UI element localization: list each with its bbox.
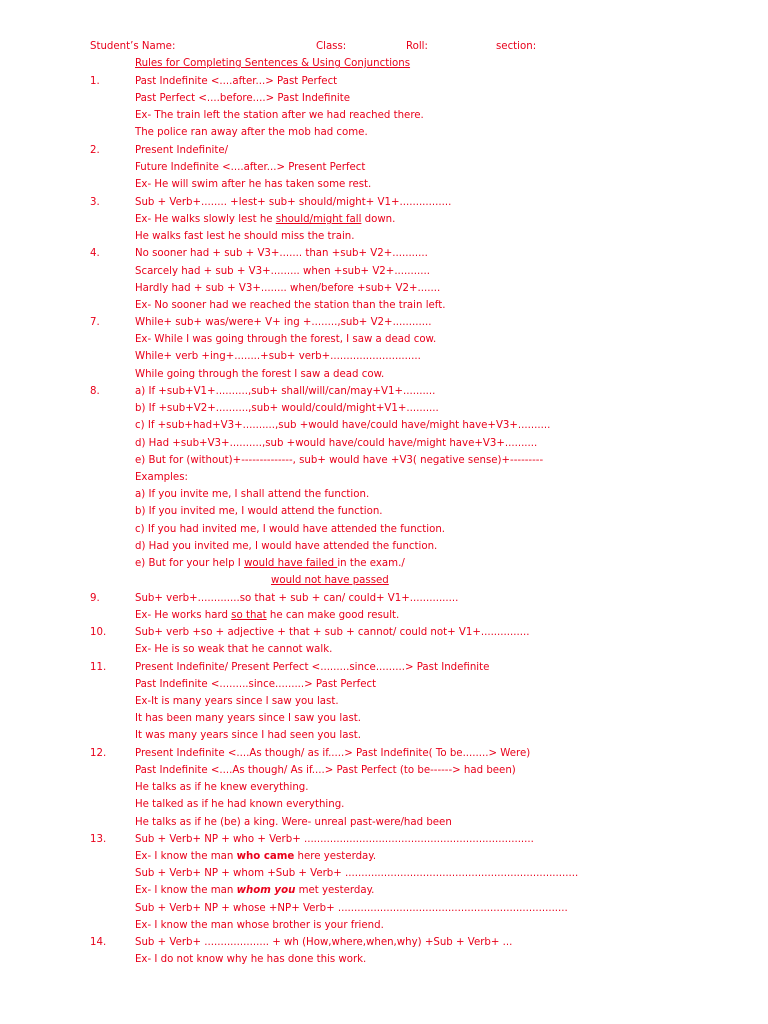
rule-9 xyxy=(0,590,768,607)
student-name-label: Student’s Name: xyxy=(90,41,176,52)
rule-line: While+ sub+ was/were+ V+ ing +........,sub+ V2+............ xyxy=(135,317,432,328)
rule-number: 14. xyxy=(90,937,107,948)
example-line: He talks as if he knew everything. xyxy=(135,782,309,793)
example-line: It was many years since I had seen you last. xyxy=(135,730,361,741)
rule-line: Past Indefinite <....after...> Past Perfect xyxy=(135,76,338,87)
rule-line: Sub+ verb+.............so that + sub + can/ could+ V1+............... xyxy=(135,593,459,604)
rule-number: 3. xyxy=(90,197,100,208)
rule-line: Scarcely had + sub + V3+......... when +sub+ V2+........... xyxy=(135,266,430,277)
rule-line: Past Indefinite <....As though/ As if....> Past Perfect (to be------> had been) xyxy=(135,765,516,776)
rule-number: 11. xyxy=(90,662,107,673)
rule-line: Sub + Verb+........ +lest+ sub+ should/might+ V1+................ xyxy=(135,197,452,208)
rule-line: Past Indefinite <.........since.........> Past Perfect xyxy=(135,679,377,690)
example-line: b) If you invited me, I would attend the function. xyxy=(135,506,383,517)
example-line: Ex-It is many years since I saw you last. xyxy=(135,696,339,707)
example-line: Ex- No sooner had we reached the station than the train left. xyxy=(135,300,446,311)
rule-number: 2. xyxy=(90,145,100,156)
text-segment: here yesterday. xyxy=(294,851,377,862)
text-segment: in the exam./ xyxy=(337,558,405,569)
example-line: Ex- The train left the station after we had reached there. xyxy=(135,110,424,121)
rule-line: d) Had +sub+V3+..........,sub +would have/could have/might have+V3+.......... xyxy=(135,438,538,449)
page-title: Rules for Completing Sentences & Using Conjunctions xyxy=(135,58,411,69)
example-line: Ex- I do not know why he has done this work. xyxy=(135,954,367,965)
example-line: Ex- He is so weak that he cannot walk. xyxy=(135,644,333,655)
rule-number: 4. xyxy=(90,248,100,259)
example-line xyxy=(135,211,395,228)
rule-14 xyxy=(0,934,768,951)
rule-number: 1. xyxy=(90,76,100,87)
rule-line: Present Indefinite <....As though/ as if.....> Past Indefinite( To be........> Were) xyxy=(135,748,531,759)
example-line: a) If you invite me, I shall attend the function. xyxy=(135,489,370,500)
underlined-phrase: so that xyxy=(231,610,267,621)
example-line: He walks fast lest he should miss the train. xyxy=(135,231,355,242)
rule-number: 13. xyxy=(90,834,107,845)
example-line: While going through the forest I saw a dead cow. xyxy=(135,369,385,380)
rule-3 xyxy=(0,194,768,211)
rule-line: a) If +sub+V1+..........,sub+ shall/will/can/may+V1+.......... xyxy=(135,386,436,397)
rule-line: Past Perfect <....before....> Past Indefinite xyxy=(135,93,351,104)
example-line xyxy=(135,555,405,572)
rule-line: No sooner had + sub + V3+....... than +sub+ V2+........... xyxy=(135,248,428,259)
rule-line: Sub + Verb+ .................... + wh (How,where,when,why) +Sub + Verb+ ... xyxy=(135,937,513,948)
rule-13 xyxy=(0,831,768,848)
example-line: The police ran away after the mob had come. xyxy=(135,127,368,138)
rule-number: 9. xyxy=(90,593,100,604)
rule-line: b) If +sub+V2+..........,sub+ would/could/might+V1+.......... xyxy=(135,403,439,414)
underlined-phrase: should/might fall xyxy=(275,214,362,225)
rule-2 xyxy=(0,142,768,159)
rule-line: Sub + Verb+ NP + whose +NP+ Verb+ ....................................................................... xyxy=(135,903,568,914)
rule-11 xyxy=(0,659,768,676)
example-line: He talks as if he (be) a king. Were- unreal past-were/had been xyxy=(135,817,452,828)
text-segment: Ex- I know the man xyxy=(135,851,237,862)
roll-label: Roll: xyxy=(406,41,428,52)
class-label: Class: xyxy=(316,41,347,52)
student-header xyxy=(0,38,768,55)
rule-number: 10. xyxy=(90,627,107,638)
rule-line: c) If +sub+had+V3+..........,sub +would have/could have/might have+V3+.......... xyxy=(135,420,551,431)
example-line xyxy=(135,882,374,899)
rule-10 xyxy=(0,624,768,641)
rule-line: Hardly had + sub + V3+........ when/before +sub+ V2+....... xyxy=(135,283,441,294)
underlined-phrase: would have failed xyxy=(244,558,338,569)
rule-number: 7. xyxy=(90,317,100,328)
rule-line: Sub + Verb+ NP + who + Verb+ ....................................................................... xyxy=(135,834,534,845)
section-label: section: xyxy=(496,41,537,52)
example-line xyxy=(135,607,399,624)
rule-line: Sub + Verb+ NP + whom +Sub + Verb+ ........................................................................ xyxy=(135,868,579,879)
rule-4 xyxy=(0,245,768,262)
bold-italic-phrase: whom you xyxy=(236,885,296,896)
text-segment: Ex- He walks slowly lest he xyxy=(135,214,276,225)
text-segment: down. xyxy=(361,214,396,225)
rule-line: Present Indefinite/ xyxy=(135,145,229,156)
text-segment: met yesterday. xyxy=(295,885,375,896)
rule-7 xyxy=(0,314,768,331)
example-line: d) Had you invited me, I would have attended the function. xyxy=(135,541,438,552)
rule-line: Sub+ verb +so + adjective + that + sub + cannot/ could not+ V1+............... xyxy=(135,627,530,638)
example-line: It has been many years since I saw you last. xyxy=(135,713,361,724)
rule-line: While+ verb +ing+........+sub+ verb+............................ xyxy=(135,351,421,362)
example-line xyxy=(135,848,376,865)
rule-line: e) But for (without)+--------------, sub+ would have +V3( negative sense)+--------- xyxy=(135,455,544,466)
text-segment: Ex- He works hard xyxy=(135,610,232,621)
example-line: Ex- While I was going through the forest, I saw a dead cow. xyxy=(135,334,437,345)
example-line: He talked as if he had known everything. xyxy=(135,799,345,810)
rule-line: Future Indefinite <....after...> Present Perfect xyxy=(135,162,366,173)
rule-number: 12. xyxy=(90,748,107,759)
rule-1 xyxy=(0,73,768,90)
example-line: Ex- He will swim after he has taken some rest. xyxy=(135,179,372,190)
examples-heading: Examples: xyxy=(135,472,188,483)
rule-line: Present Indefinite/ Present Perfect <.........since.........> Past Indefinite xyxy=(135,662,490,673)
underlined-phrase: would not have passed xyxy=(271,575,389,586)
bold-phrase: who came xyxy=(236,851,295,862)
example-line: c) If you had invited me, I would have attended the function. xyxy=(135,524,446,535)
rule-12 xyxy=(0,745,768,762)
rule-8 xyxy=(0,383,768,400)
text-segment: he can make good result. xyxy=(266,610,400,621)
text-segment: Ex- I know the man xyxy=(135,885,237,896)
text-segment: e) But for your help I xyxy=(135,558,245,569)
example-line: Ex- I know the man whose brother is your friend. xyxy=(135,920,384,931)
rule-number: 8. xyxy=(90,386,100,397)
